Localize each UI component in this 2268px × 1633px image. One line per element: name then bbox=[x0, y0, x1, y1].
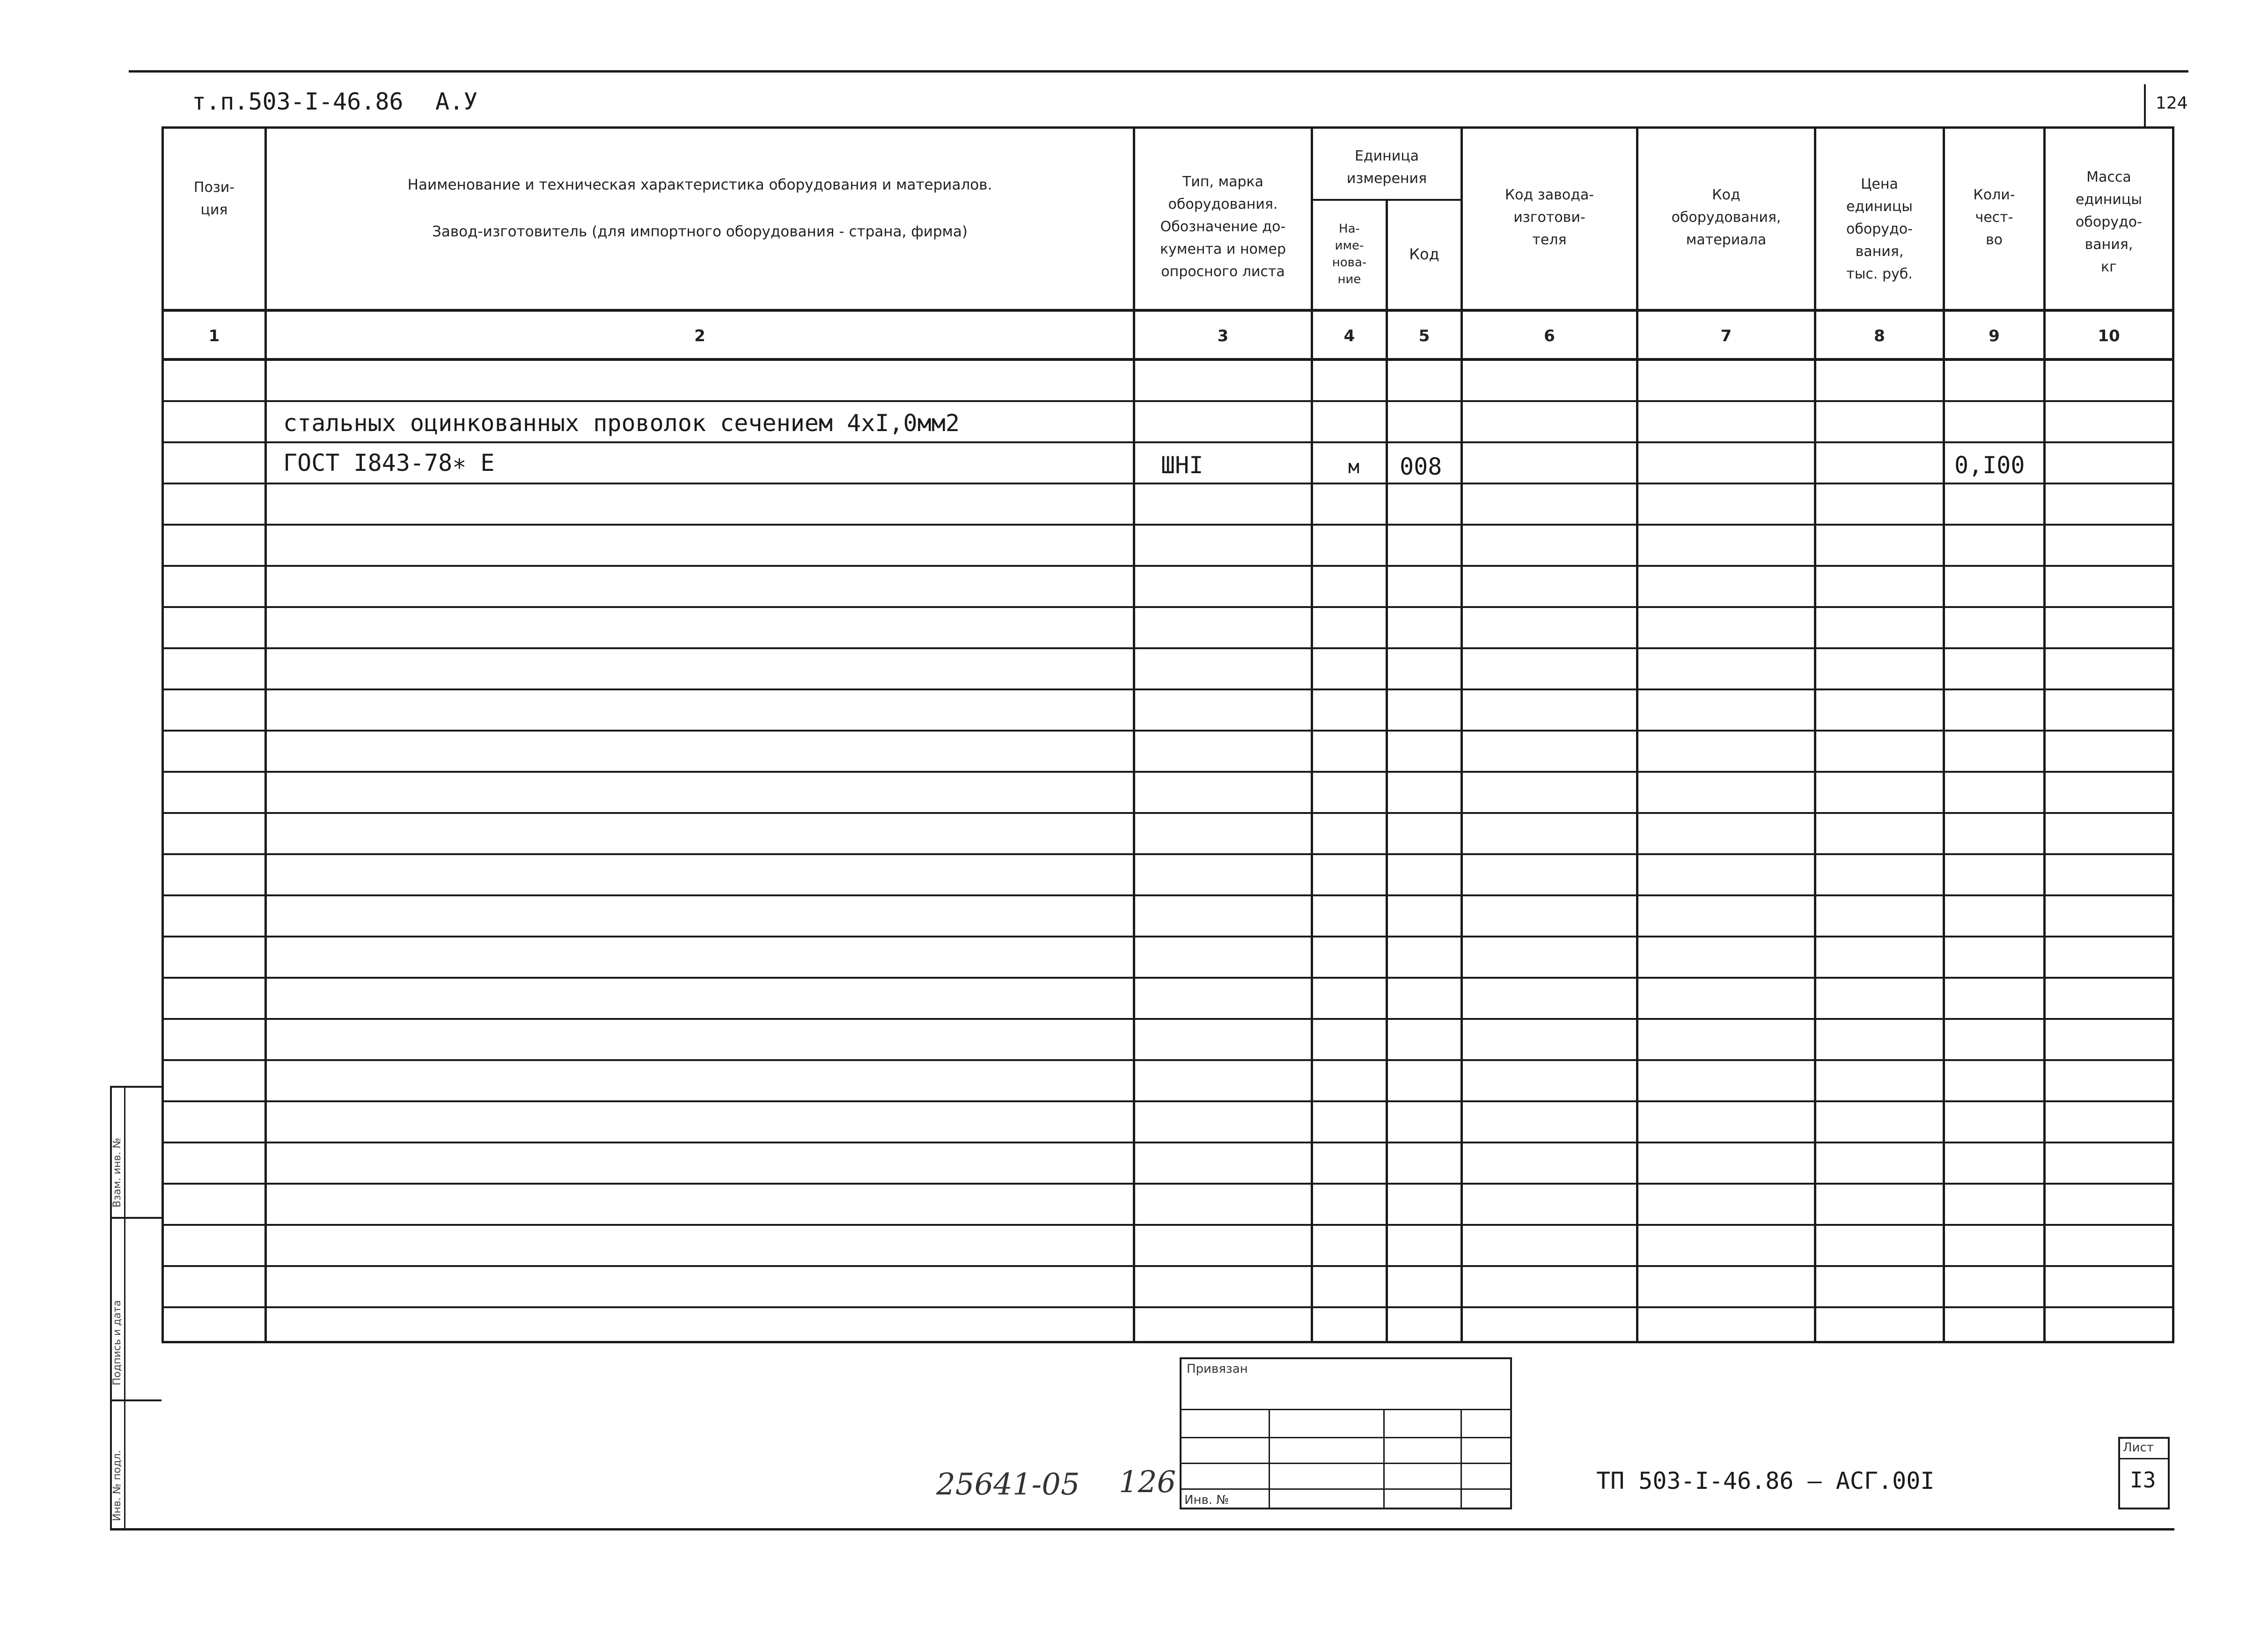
body-row-line bbox=[161, 400, 2174, 402]
colnum-4: 4 bbox=[1343, 326, 1355, 345]
handwritten-number: 25641-05 bbox=[936, 1467, 1080, 1502]
colnum-9: 9 bbox=[1989, 326, 2000, 345]
row2-code: 008 bbox=[1400, 453, 1442, 480]
body-row-line bbox=[161, 524, 2174, 526]
stamp-line-2 bbox=[1180, 1437, 1512, 1438]
document-album: А.У bbox=[435, 88, 478, 115]
body-row-line bbox=[161, 565, 2174, 567]
header-quantity: Коли- чест- во bbox=[1973, 187, 2015, 248]
document-series: т.п.503-I-46.86 bbox=[192, 88, 404, 115]
col-divider-6 bbox=[1636, 126, 1638, 1343]
sheet-number: I3 bbox=[2130, 1467, 2156, 1493]
body-row-line bbox=[161, 894, 2174, 896]
handwritten-sheet: 126 bbox=[1119, 1465, 1176, 1500]
header-unit-code: Код bbox=[1409, 245, 1439, 263]
body-row-line bbox=[161, 1142, 2174, 1143]
stamp-vline-3 bbox=[1461, 1409, 1462, 1509]
body-row-line bbox=[161, 1059, 2174, 1061]
body-row-line bbox=[161, 441, 2174, 443]
margin-label-replace: Взам. инв. № bbox=[111, 1137, 123, 1208]
col-divider-9 bbox=[2043, 126, 2046, 1343]
inv-label: Инв. № bbox=[1184, 1493, 1229, 1507]
body-row-line bbox=[161, 1183, 2174, 1185]
margin-divider-2 bbox=[110, 1399, 161, 1401]
body-row-line bbox=[161, 1018, 2174, 1020]
body-row-line bbox=[161, 977, 2174, 979]
header-equipment-code: Код оборудования, материала bbox=[1671, 187, 1781, 248]
stamp-line-4 bbox=[1180, 1488, 1512, 1490]
colnum-2: 2 bbox=[694, 326, 705, 345]
body-row-line bbox=[161, 771, 2174, 773]
sheet-box-divider bbox=[2118, 1458, 2170, 1459]
corner-number: 124 bbox=[2156, 94, 2188, 113]
margin-divider-1 bbox=[110, 1217, 161, 1219]
colnum-3: 3 bbox=[1217, 326, 1229, 345]
colnum-5: 5 bbox=[1418, 326, 1430, 345]
bottom-frame-line bbox=[110, 1528, 2174, 1530]
body-row-line bbox=[161, 606, 2174, 608]
stamp-line-1 bbox=[1180, 1409, 1512, 1410]
header-unit-group: Единица измерения bbox=[1346, 147, 1427, 187]
row2-unit: м bbox=[1348, 456, 1360, 478]
margin-label-original: Инв. № подл. bbox=[111, 1450, 123, 1521]
row2-type: ШНI bbox=[1161, 452, 1204, 479]
stamp-line-3 bbox=[1180, 1463, 1512, 1464]
row1-name: стальных оцинкованных проволок сечением 4хI,0мм2 bbox=[283, 410, 960, 437]
sheet-label: Лист bbox=[2123, 1441, 2154, 1455]
colnum-bottom-line bbox=[161, 358, 2174, 361]
col-divider-5 bbox=[1461, 126, 1463, 1343]
body-row-line bbox=[161, 936, 2174, 937]
stamp-vline-2 bbox=[1383, 1409, 1385, 1509]
col-divider-7 bbox=[1814, 126, 1816, 1343]
header-plant-code: Код завода- изготови- теля bbox=[1505, 187, 1594, 248]
body-row-line bbox=[161, 812, 2174, 814]
col-divider-3 bbox=[1311, 126, 1313, 1343]
margin-label-signature: Подпись и дата bbox=[111, 1300, 123, 1385]
linked-stamp-box bbox=[1180, 1357, 1512, 1509]
header-bottom-line bbox=[161, 309, 2174, 312]
body-row-line bbox=[161, 1265, 2174, 1267]
col-divider-1 bbox=[264, 126, 267, 1343]
header-name-line2: Завод-изготовитель (для импортного оборудования - страна, фирма) bbox=[432, 223, 968, 240]
body-row-line bbox=[161, 730, 2174, 732]
header-type: Тип, марка оборудования. Обозначение до- кумента и номер опросного листа bbox=[1160, 174, 1286, 280]
top-border-line bbox=[129, 70, 2188, 73]
body-row-line bbox=[161, 1306, 2174, 1308]
header-name-line1: Наименование и техническая характеристика оборудования и материалов. bbox=[407, 176, 992, 193]
header-price: Цена единицы оборудо- вания, тыс. руб. bbox=[1846, 176, 1913, 282]
document-designation: ТП 503-I-46.86 — АСГ.00I bbox=[1596, 1467, 1935, 1494]
col-divider-8 bbox=[1943, 126, 1945, 1343]
colnum-1: 1 bbox=[208, 326, 220, 345]
body-row-line bbox=[161, 647, 2174, 649]
colnum-10: 10 bbox=[2098, 326, 2120, 345]
col-divider-2 bbox=[1133, 126, 1135, 1343]
body-row-line bbox=[161, 688, 2174, 690]
header-unit-name: На- име- нова- ние bbox=[1332, 221, 1367, 286]
colnum-6: 6 bbox=[1544, 326, 1555, 345]
stamp-vline-1 bbox=[1269, 1409, 1270, 1509]
linked-label: Привязан bbox=[1187, 1362, 1248, 1376]
header-position: Пози- ция bbox=[193, 179, 235, 218]
margin-inner-line bbox=[124, 1086, 125, 1530]
body-row-line bbox=[161, 1100, 2174, 1102]
body-row-line bbox=[161, 483, 2174, 484]
body-row-line bbox=[161, 1224, 2174, 1226]
body-row-line bbox=[161, 853, 2174, 855]
row2-quantity: 0,I00 bbox=[1954, 452, 2025, 479]
row2-name: ГОСТ I843-78∗ Е bbox=[283, 449, 495, 476]
header-mass: Масса единицы оборудо- вания, кг bbox=[2076, 169, 2142, 275]
unit-group-divider bbox=[1313, 199, 1463, 201]
colnum-7: 7 bbox=[1720, 326, 1732, 345]
colnum-8: 8 bbox=[1874, 326, 1885, 345]
